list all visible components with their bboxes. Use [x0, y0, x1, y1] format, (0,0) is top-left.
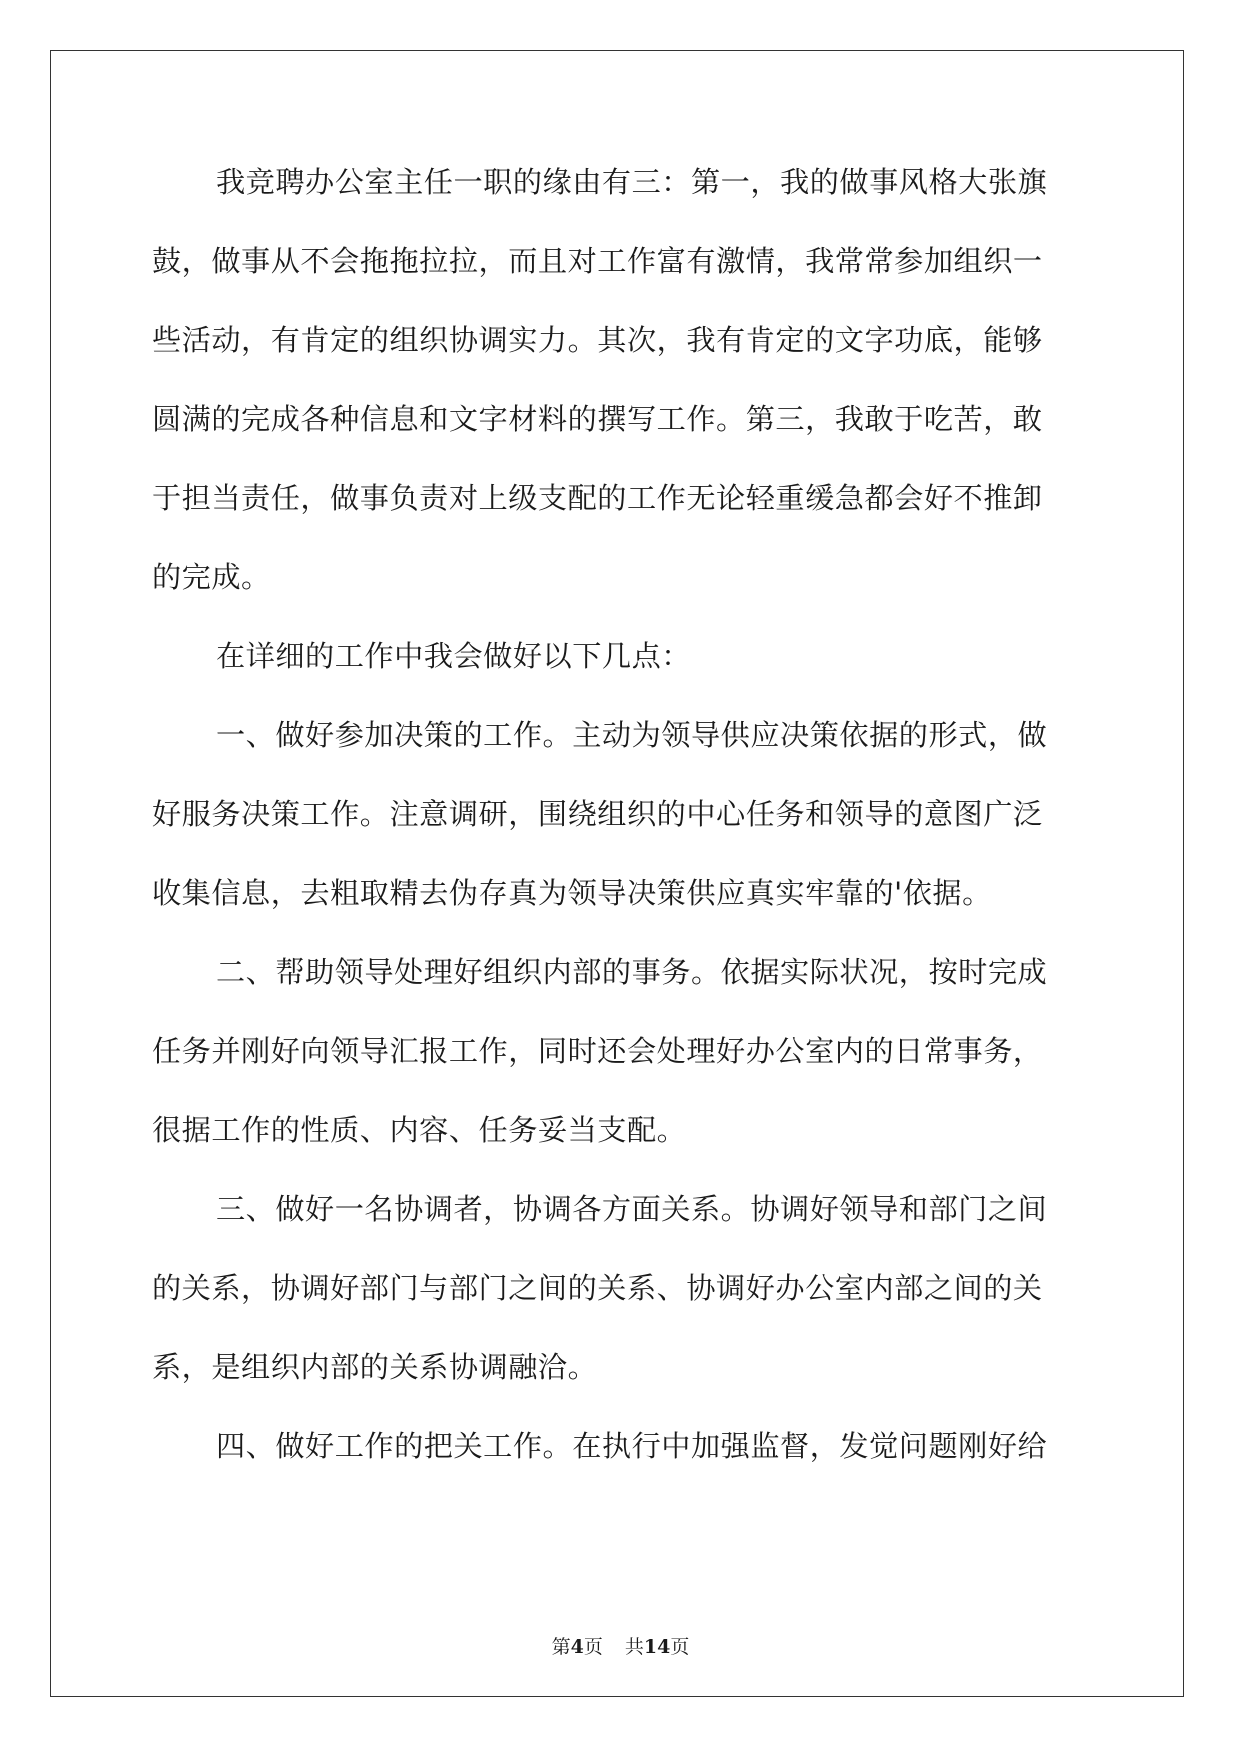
text-line: 的关系，协调好部门与部门之间的关系、协调好办公室内部之间的关 — [152, 1271, 1043, 1305]
text-line: 很据工作的性质、内容、任务妥当支配。 — [152, 1113, 687, 1147]
text-line: 二、帮助领导处理好组织内部的事务。依据实际状况，按时完成 — [216, 955, 1048, 989]
total-prefix: 共 — [624, 1636, 644, 1658]
page-suffix: 页 — [583, 1636, 603, 1658]
text-line: 的完成。 — [152, 560, 271, 594]
total-pages: 14 — [643, 1636, 671, 1658]
text-line: 些活动，有肯定的组织协调实力。其次，我有肯定的文字功底，能够 — [152, 323, 1043, 357]
text-line: 系，是组织内部的关系协调融洽。 — [152, 1350, 598, 1384]
total-suffix: 页 — [670, 1636, 690, 1658]
text-line: 于担当责任，做事负责对上级支配的工作无论轻重缓急都会好不推卸 — [152, 481, 1043, 515]
text-line: 一、做好参加决策的工作。主动为领导供应决策依据的形式，做 — [216, 718, 1048, 752]
text-line: 三、做好一名协调者，协调各方面关系。协调好领导和部门之间 — [216, 1192, 1048, 1226]
text-line: 好服务决策工作。注意调研，围绕组织的中心任务和领导的意图广泛 — [152, 797, 1043, 831]
page-footer — [0, 1632, 1241, 1659]
text-line: 在详细的工作中我会做好以下几点： — [216, 639, 691, 673]
text-line: 我竞聘办公室主任一职的缘由有三：第一，我的做事风格大张旗 — [216, 165, 1048, 199]
text-line: 任务并刚好向领导汇报工作，同时还会处理好办公室内的日常事务， — [152, 1034, 1043, 1068]
text-line: 收集信息，去粗取精去伪存真为领导决策供应真实牢靠的'依据。 — [152, 876, 992, 910]
text-line: 四、做好工作的把关工作。在执行中加强监督，发觉问题刚好给 — [216, 1429, 1048, 1463]
page-prefix: 第 — [551, 1636, 571, 1658]
page-number: 4 — [570, 1636, 584, 1658]
document-body — [152, 162, 1088, 1505]
text-line: 圆满的完成各种信息和文字材料的撰写工作。第三，我敢于吃苦，敢 — [152, 402, 1043, 436]
text-line: 鼓，做事从不会拖拖拉拉，而且对工作富有激情，我常常参加组织一 — [152, 244, 1043, 278]
